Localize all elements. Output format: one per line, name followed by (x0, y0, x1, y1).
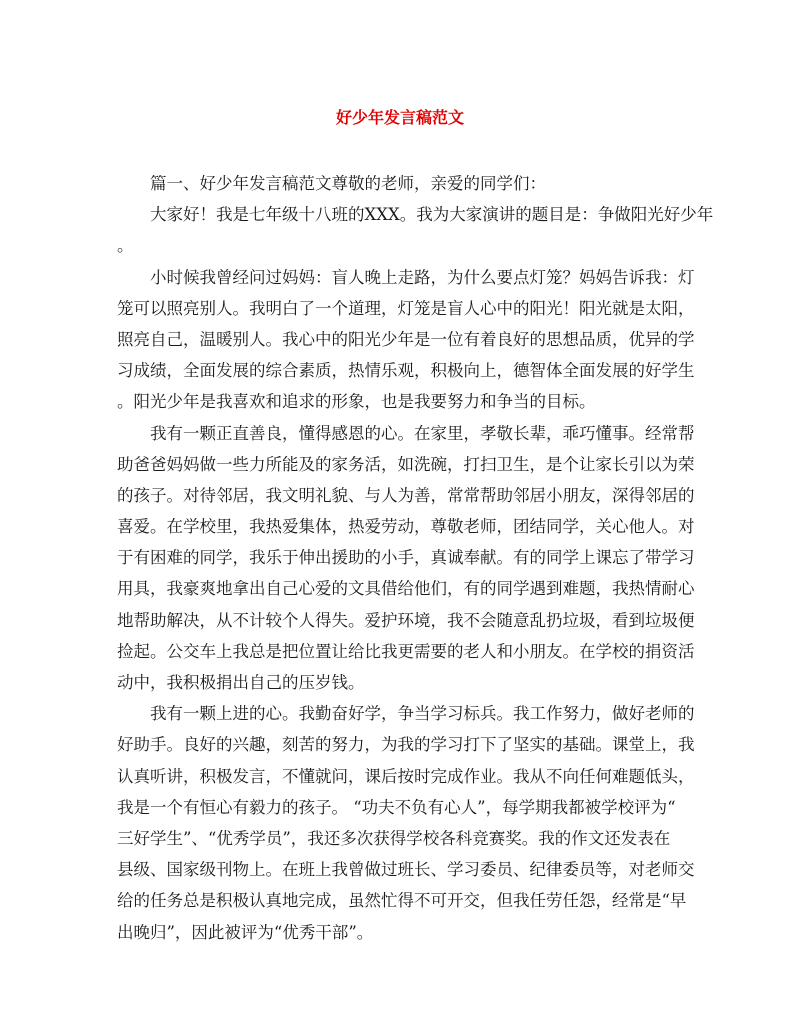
text-line: 地帮助解决，从不计较个人得失。爱护环境，我不会随意乱扔垃圾，看到垃圾便 (117, 610, 695, 630)
text-line: 于有困难的同学，我乐于伸出援助的小手，真诚奉献。有的同学上课忘了带学习 (117, 548, 695, 568)
text-line: 县级、国家级刊物上。在班上我曾做过班长、学习委员、纪律委员等，对老师交 (117, 860, 695, 880)
text-line: 好助手。良好的兴趣，刻苦的努力，为我的学习打下了坚实的基础。课堂上，我 (117, 735, 695, 755)
text-line: 。 (117, 236, 134, 256)
text-line: 小时候我曾经问过妈妈：盲人晚上走路，为什么要点灯笼？妈妈告诉我：灯 (150, 267, 695, 287)
document-body (117, 168, 714, 948)
text-line: 习成绩，全面发展的综合素质，热情乐观，积极向上，德智体全面发展的好学生 (117, 361, 695, 381)
text-line: 三好学生”、“优秀学员”，我还多次获得学校各科竞赛奖。我的作文还发表在 (117, 828, 671, 848)
text-line: 篇一、好少年发言稿范文尊敬的老师，亲爱的同学们： (150, 174, 546, 193)
text-line: 出晚归”，因此被评为“优秀干部”。 (117, 922, 374, 942)
text-line: 给的任务总是积极认真地完成，虽然忙得不可开交，但我任劳任怨，经常是“早 (117, 891, 687, 911)
document-title: 好少年发言稿范文 (335, 108, 464, 127)
text-line: 动中，我积极捐出自己的压岁钱。 (117, 673, 365, 692)
text-line: 我有一颗正直善良，懂得感恩的心。在家里，孝敬长辈，乖巧懂事。经常帮 (150, 423, 695, 443)
text-line: 我有一颗上进的心。我勤奋好学，争当学习标兵。我工作努力，做好老师的 (150, 704, 695, 724)
text-line: 我是一个有恒心有毅力的孩子。 “功夫不负有心人”，每学期我都被学校评为“ (117, 797, 676, 817)
text-line: 用具，我豪爽地拿出自己心爱的文具借给他们，有的同学遇到难题，我热情耐心 (117, 579, 695, 599)
text-line: 笼可以照亮别人。我明白了一个道理，灯笼是盲人心中的阳光！阳光就是太阳， (117, 298, 695, 318)
text-line: 捡起。公交车上我总是把位置让给比我更需要的老人和小朋友。在学校的捐资活 (117, 641, 695, 661)
text-line: 。阳光少年是我喜欢和追求的形象，也是我要努力和争当的目标。 (117, 392, 596, 412)
text-line: 照亮自己，温暖别人。我心中的阳光少年是一位有着良好的思想品质，优异的学 (117, 329, 695, 349)
text-line: 助爸爸妈妈做一些力所能及的家务活，如洗碗，打扫卫生，是个让家长引以为荣 (117, 454, 695, 474)
text-line: 大家好！我是七年级十八班的XXX。我为大家演讲的题目是：争做阳光好少年 (150, 205, 714, 225)
text-line: 喜爱。在学校里，我热爱集体，热爱劳动，尊敬老师，团结同学，关心他人。对 (117, 517, 695, 537)
text-line: 的孩子。对待邻居，我文明礼貌、与人为善，常常帮助邻居小朋友，深得邻居的 (117, 485, 695, 505)
text-line: 认真听讲，积极发言，不懂就问，课后按时完成作业。我从不向任何难题低头， (117, 766, 695, 786)
